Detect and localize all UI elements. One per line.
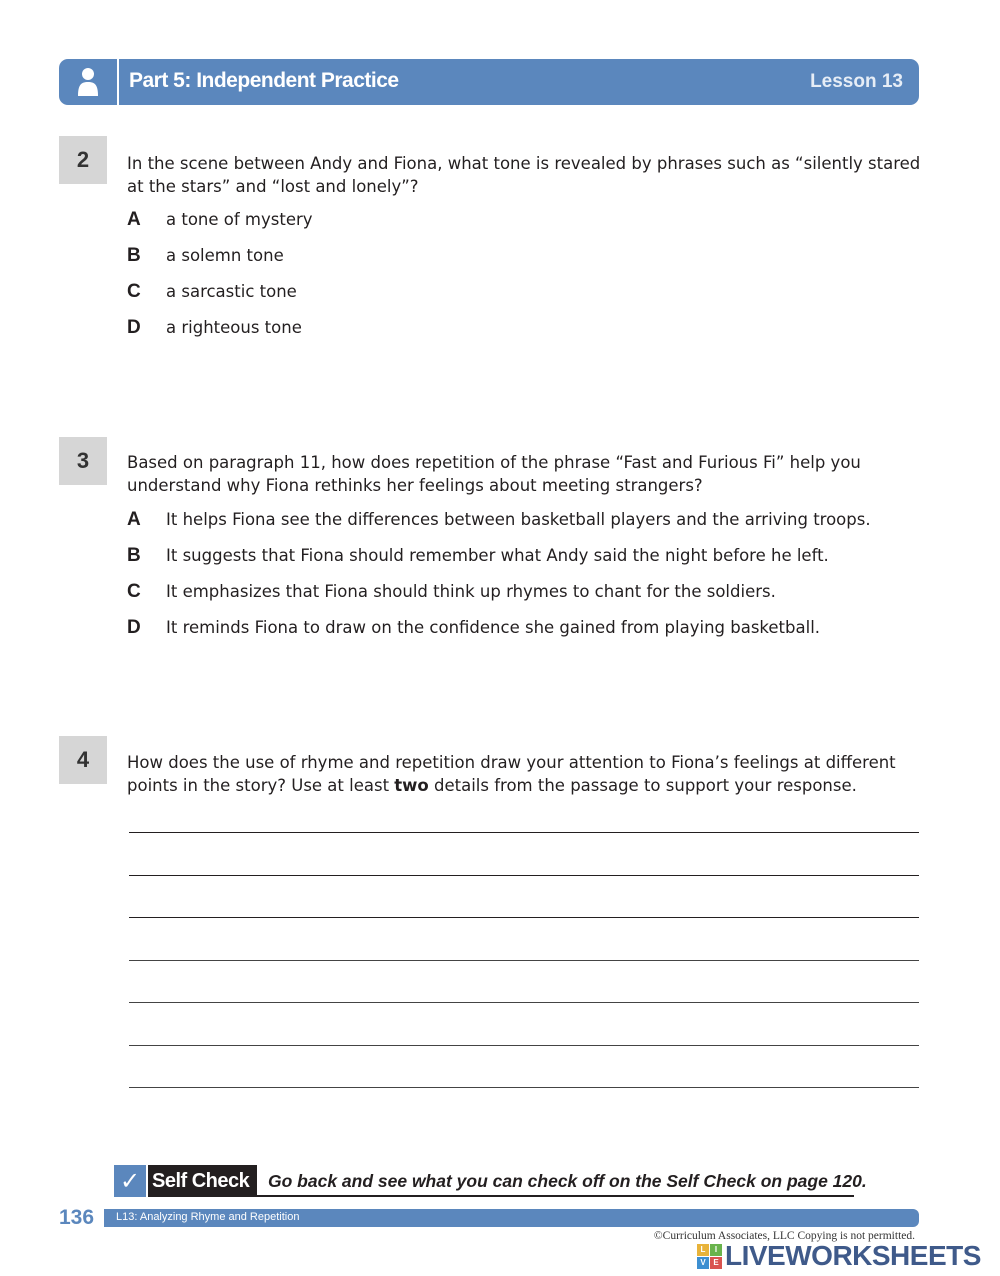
option-letter: A	[127, 509, 141, 530]
answer-line[interactable]	[129, 875, 919, 876]
option-letter: D	[127, 317, 141, 338]
answer-option[interactable]	[127, 544, 927, 568]
option-text: a righteous tone	[166, 318, 302, 337]
footer-bar	[104, 1209, 919, 1227]
answer-line[interactable]	[129, 1045, 919, 1046]
answer-option[interactable]	[127, 208, 927, 232]
logo-tile: L	[697, 1244, 709, 1256]
part-title: Part 5: Independent Practice	[129, 69, 399, 92]
question-number: 2	[59, 136, 107, 184]
person-icon	[77, 67, 99, 97]
answer-option[interactable]	[127, 508, 927, 532]
option-text: It emphasizes that Fiona should think up rhymes to chant for the soldiers.	[166, 582, 776, 601]
option-text: a sarcastic tone	[166, 282, 297, 301]
option-letter: D	[127, 617, 141, 638]
liveworksheets-logo	[697, 1240, 997, 1272]
answer-option[interactable]	[127, 244, 927, 268]
answer-option[interactable]	[127, 616, 927, 640]
liveworksheets-logo-icon	[697, 1244, 723, 1270]
option-text: It suggests that Fiona should remember what Andy said the night before he left.	[166, 546, 829, 565]
option-letter: C	[127, 281, 141, 302]
lesson-header	[59, 59, 919, 105]
question-text-emphasis: two	[394, 776, 429, 795]
answer-option[interactable]	[127, 316, 927, 340]
option-letter: C	[127, 581, 141, 602]
copyright-notice: ©Curriculum Associates, LLC Copying is not permitted.	[653, 1230, 915, 1242]
question-text: In the scene between Andy and Fiona, what tone is revealed by phrases such as “silently stared at the stars” and “lost and lonely”?	[127, 154, 921, 196]
option-text: It reminds Fiona to draw on the confidence she gained from playing basketball.	[166, 618, 821, 637]
lesson-label: Lesson 13	[810, 71, 903, 92]
answer-line[interactable]	[129, 917, 919, 918]
answer-option[interactable]	[127, 580, 927, 604]
self-check-instruction: Go back and see what you can check off on the Self Check on page 120.	[268, 1171, 867, 1191]
question-number: 4	[59, 736, 107, 784]
footer-lesson-title: L13: Analyzing Rhyme and Repetition	[116, 1211, 300, 1223]
option-letter: B	[127, 245, 141, 266]
option-text: a solemn tone	[166, 246, 284, 265]
self-check-banner	[114, 1165, 867, 1197]
answer-line[interactable]	[129, 960, 919, 961]
question-text	[127, 751, 927, 797]
logo-tile: E	[710, 1257, 722, 1269]
answer-line[interactable]	[129, 832, 919, 833]
liveworksheets-wordmark: LIVEWORKSHEETS	[725, 1240, 981, 1271]
checkmark-icon: ✓	[114, 1165, 146, 1197]
option-letter: B	[127, 545, 141, 566]
question-text-part: How does the use of rhyme and repetition draw your attention to Fiona’s feelings at different points in the story? Use at least	[127, 753, 896, 795]
question-number: 3	[59, 437, 107, 485]
option-text: a tone of mystery	[166, 210, 313, 229]
page-number: 136	[59, 1206, 95, 1229]
option-letter: A	[127, 209, 141, 230]
answer-option[interactable]	[127, 280, 927, 304]
answer-line[interactable]	[129, 1002, 919, 1003]
self-check-label: Self Check	[148, 1165, 257, 1197]
student-icon-box	[59, 59, 119, 105]
answer-line[interactable]	[129, 1087, 919, 1088]
logo-tile: V	[697, 1257, 709, 1269]
question-text-part: details from the passage to support your response.	[428, 776, 857, 795]
question-text: Based on paragraph 11, how does repetition of the phrase “Fast and Furious Fi” help you understand why Fiona rethinks her feelings about meeting strangers?	[127, 453, 861, 495]
option-text: It helps Fiona see the differences between basketball players and the arriving troops.	[166, 510, 871, 529]
self-check-underline	[148, 1195, 854, 1197]
logo-tile: I	[710, 1244, 722, 1256]
